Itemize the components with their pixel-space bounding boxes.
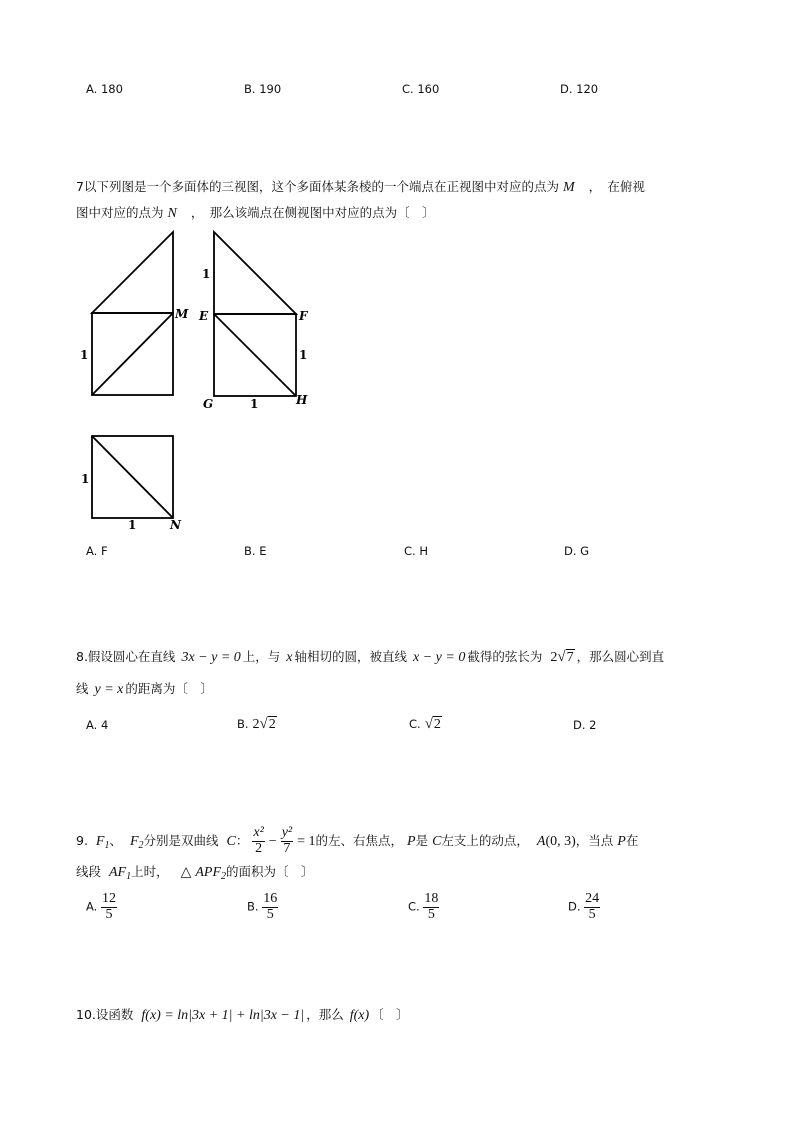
front-view — [92, 232, 173, 395]
q9-sep: 、 — [109, 833, 122, 848]
q9-text-9: 的面积为〔 〕 — [226, 864, 314, 879]
q8-option-c-label: C. — [409, 717, 421, 731]
q9-option-b-label: B. — [247, 899, 259, 914]
q8-text-7: 的距离为〔 〕 — [125, 681, 213, 696]
q8-line1 — [76, 650, 664, 665]
q9-eq-one: = 1 — [297, 834, 316, 849]
q8-text-1: 8.假设圆心在直线 — [76, 649, 176, 664]
q9-option-d-den: 5 — [584, 907, 600, 923]
q9-line1 — [76, 826, 638, 861]
point-n: N — [167, 206, 177, 221]
label-g: G — [203, 397, 214, 411]
q9-minus: − — [268, 834, 277, 849]
q9-text-3: 是 — [415, 833, 429, 848]
q7-line1 — [76, 181, 645, 195]
q8-chord-rad: 7 — [566, 650, 574, 665]
q7-option-b: B. E — [244, 544, 267, 558]
q9-option-d — [568, 892, 600, 922]
q9-point-p-2: P — [617, 834, 626, 849]
q9-segment-af1: $AF_1$ — [109, 865, 132, 882]
q9-option-a — [86, 892, 117, 922]
side-right-label: 1 — [299, 348, 308, 362]
q8-eq-yx: y = x — [94, 682, 124, 697]
q8-x-axis: x — [286, 650, 293, 665]
q8-text-2: 上，与 — [242, 649, 281, 664]
q7-option-a: A. F — [86, 544, 108, 558]
q8-chord-coef: 2 — [550, 650, 558, 665]
q7-text-2: 图中对应的点为 — [76, 205, 164, 220]
q7-option-d: D. G — [564, 544, 590, 558]
q8-text-6: 线 — [76, 681, 89, 696]
q8-option-b-rad: 2 — [268, 717, 276, 732]
q9-text-8: 上时， — [131, 864, 169, 879]
q8-eq-line: 3x − y = 0 — [181, 650, 241, 665]
q9-text-5: ，当点 — [575, 833, 614, 848]
q9-curve-c-2: C — [432, 834, 442, 849]
q9-colon: ： — [235, 833, 249, 848]
label-m: M — [175, 307, 189, 321]
q9-f2: $F_2$ — [129, 834, 144, 851]
q10-function-def: f(x) = ln|3x + 1| + ln|3x − 1| — [141, 1008, 305, 1023]
q9-text-1: 分别是双曲线 — [143, 833, 219, 848]
q9-text-7: 线段 — [76, 864, 102, 879]
q9-point-p: P — [407, 834, 416, 849]
q9-frac-y: $\frac{\text{y²}}{7}$ — [281, 825, 293, 856]
side-top-label: 1 — [202, 267, 211, 281]
q9-point-a-coord: (0, 3) — [545, 834, 576, 849]
point-m: M — [562, 180, 575, 195]
q8-eq-chord-line: x − y = 0 — [413, 650, 466, 665]
q9-f1: $F_1$ — [95, 834, 110, 851]
q9-option-a-num: 12 — [101, 891, 116, 906]
q8-chord-length: 2√7 — [550, 649, 574, 665]
q9-option-d-label: D. — [568, 899, 581, 914]
q8-option-c: C. √2 — [409, 716, 441, 732]
q9-option-b-den: 5 — [262, 907, 278, 923]
q6-option-a: A. 180 — [86, 82, 123, 96]
q7-option-c: C. H — [404, 544, 428, 558]
q6-option-c: C. 160 — [402, 82, 440, 96]
q8-option-b: B. 2√2 — [237, 716, 276, 732]
q7-text-tail: ， 在俯视 — [588, 179, 645, 194]
side-bottom-label: 1 — [250, 397, 259, 411]
q10-text-3: 〔 〕 — [371, 1007, 409, 1022]
q9-option-c-den: 5 — [423, 907, 439, 923]
q7-text-2-tail: ， 那么该端点在侧视图中对应的点为〔 〕 — [190, 205, 435, 220]
q8-text-5: ，那么圆心到直 — [576, 649, 665, 664]
q9-option-c — [408, 892, 439, 922]
q7-line2 — [76, 207, 435, 221]
q9-option-a-label: A. — [86, 899, 98, 914]
q9-number: 9. — [76, 833, 88, 848]
label-f: F — [299, 309, 308, 323]
q8-option-b-coef: 2 — [252, 717, 260, 732]
q9-frac-x: $\frac{\text{x²}}{2}$ — [253, 825, 264, 856]
q10-text-1: 10.设函数 — [76, 1007, 134, 1022]
q9-curve-c: C — [226, 834, 236, 849]
top-view — [92, 436, 173, 518]
label-h: H — [296, 393, 308, 407]
q9-option-a-den: 5 — [101, 907, 117, 923]
q8-option-d: D. 2 — [573, 718, 597, 732]
q9-option-d-num: 24 — [585, 891, 600, 906]
q7-text: 7以下列图是一个多面体的三视图，这个多面体某条棱的一个端点在正视图中对应的点为 — [76, 179, 559, 194]
q10-line — [76, 1009, 409, 1023]
label-e: E — [199, 309, 209, 323]
side-view — [214, 232, 296, 396]
q10-function: f(x) — [349, 1008, 370, 1023]
q9-triangle-apf2: $APF_2$ — [195, 865, 227, 882]
q9-line2 — [76, 866, 314, 882]
label-n: N — [170, 518, 181, 532]
q8-option-a: A. 4 — [86, 718, 109, 732]
top-bottom-label: 1 — [128, 518, 137, 532]
q9-option-c-label: C. — [408, 899, 420, 914]
q9-option-b — [247, 892, 278, 922]
q9-text-6: 在 — [625, 833, 639, 848]
q10-text-2: ，那么 — [306, 1007, 344, 1022]
front-side-label: 1 — [80, 348, 89, 362]
q6-option-d: D. 120 — [560, 82, 599, 96]
q8-text-3: 轴相切的圆，被直线 — [294, 649, 408, 664]
q8-text-4: 截得的弦长为 — [467, 649, 543, 664]
q8-option-c-rad: 2 — [433, 717, 441, 732]
q9-option-b-num: 16 — [263, 891, 278, 906]
q8-option-b-label: B. — [237, 717, 249, 731]
three-view-figure — [70, 225, 330, 535]
q9-text-2: 的左、右焦点， — [315, 833, 404, 848]
q9-point-a: A — [536, 834, 546, 849]
top-side-label: 1 — [81, 472, 90, 486]
q9-option-c-num: 18 — [424, 891, 439, 906]
q9-text-4: 左支上的动点， — [441, 833, 529, 848]
q6-option-b: B. 190 — [244, 82, 282, 96]
q8-line2 — [76, 683, 213, 697]
q9-triangle-symbol: △ — [180, 865, 192, 880]
